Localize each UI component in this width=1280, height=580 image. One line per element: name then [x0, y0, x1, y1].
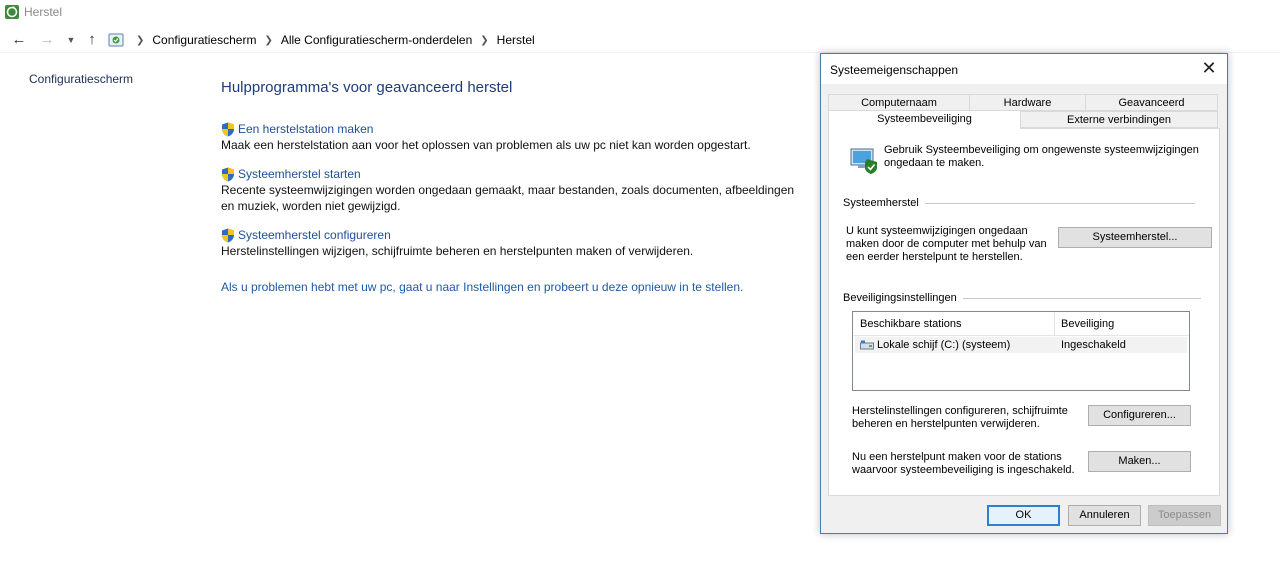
uac-shield-icon — [221, 228, 235, 243]
control-panel-home-link[interactable]: Configuratiescherm — [29, 72, 134, 86]
drive-icon — [860, 340, 874, 350]
breadcrumb-item-all-items[interactable]: Alle Configuratiescherm-onderdelen — [280, 33, 473, 47]
create-button[interactable]: Maken... — [1088, 451, 1191, 472]
tab-computer-name[interactable]: Computernaam — [828, 94, 970, 111]
column-header-protection[interactable]: Beveiliging — [1061, 318, 1115, 330]
list-header — [853, 312, 1189, 336]
forward-arrow-icon[interactable]: → — [39, 31, 55, 48]
configure-system-restore-link[interactable]: Systeemherstel configureren — [238, 228, 391, 242]
reset-pc-settings-link[interactable]: Als u problemen hebt met uw pc, gaat u naar Instellingen en probeert u deze opnieuw in te stellen. — [221, 280, 744, 294]
system-restore-text: U kunt systeemwijzigingen ongedaan maken door de computer met behulp van een eerder herstelpunt te herstellen. — [846, 225, 1047, 263]
tab-remote[interactable]: Externe verbindingen — [1020, 111, 1218, 128]
protection-status-cell: Ingeschakeld — [1061, 339, 1126, 351]
tab-system-protection[interactable]: Systeembeveiliging — [828, 110, 1021, 129]
create-recovery-drive-link[interactable]: Een herstelstation maken — [238, 122, 374, 136]
create-restore-point-text: Nu een herstelpunt maken voor de stations waarvoor systeembeveiliging is ingeschakeld. — [852, 451, 1075, 476]
system-restore-group-label: Systeemherstel — [843, 197, 925, 209]
drive-name-cell: Lokale schijf (C:) (systeem) — [877, 339, 1011, 351]
ok-button[interactable]: OK — [987, 505, 1060, 526]
recovery-app-icon — [4, 4, 20, 20]
page-title: Hulpprogramma's voor geavanceerd herstel — [221, 79, 513, 96]
apply-button[interactable]: Toepassen — [1148, 505, 1221, 526]
column-separator[interactable] — [1054, 312, 1055, 336]
task-description: Herstelinstellingen wijzigen, schijfruimte beheren en herstelpunten maken of verwijderen. — [221, 244, 694, 258]
dialog-titlebar[interactable] — [821, 54, 1227, 84]
dialog-title: Systeemeigenschappen — [830, 63, 959, 77]
window-title: Herstel — [24, 5, 63, 19]
system-protection-panel — [828, 128, 1220, 496]
breadcrumb-chevron-icon: ❯ — [136, 34, 145, 46]
system-properties-dialog — [820, 53, 1228, 534]
uac-shield-icon — [221, 167, 235, 182]
breadcrumb-chevron-icon[interactable]: ❯ — [480, 34, 489, 46]
system-restore-button[interactable]: Systeemherstel... — [1058, 227, 1212, 248]
navigation-bar — [0, 28, 1280, 52]
task-description: Maak een herstelstation aan voor het oplossen van problemen als uw pc niet kan worden opgestart. — [221, 138, 751, 152]
configure-button[interactable]: Configureren... — [1088, 405, 1191, 426]
breadcrumb — [128, 33, 535, 47]
protection-settings-group-label: Beveiligingsinstellingen — [843, 292, 963, 304]
back-arrow-icon[interactable]: ← — [11, 31, 27, 48]
close-icon[interactable]: ✕ — [1201, 58, 1217, 78]
window-titlebar — [0, 0, 1280, 26]
breadcrumb-chevron-icon[interactable]: ❯ — [264, 34, 273, 46]
task-description: Recente systeemwijzigingen worden ongedaan gemaakt, maar bestanden, zoals documenten, afbeeldingen en muziek, worden niet gewijzigd. — [221, 183, 795, 213]
control-panel-icon — [108, 32, 124, 48]
open-system-restore-link[interactable]: Systeemherstel starten — [238, 167, 361, 181]
address-bar[interactable] — [104, 28, 1280, 52]
tab-advanced[interactable]: Geavanceerd — [1085, 94, 1218, 111]
up-arrow-icon[interactable]: ↑ — [88, 31, 96, 48]
drives-list[interactable] — [852, 311, 1190, 391]
cancel-button[interactable]: Annuleren — [1068, 505, 1141, 526]
task-configure-system-restore — [221, 227, 801, 259]
configure-text: Herstelinstellingen configureren, schijfruimte beheren en herstelpunten verwijderen. — [852, 405, 1068, 430]
system-protection-icon — [847, 143, 879, 175]
breadcrumb-item-recovery[interactable]: Herstel — [496, 33, 535, 47]
task-create-recovery-drive — [221, 121, 801, 153]
tab-hardware[interactable]: Hardware — [969, 94, 1086, 111]
uac-shield-icon — [221, 122, 235, 137]
table-row[interactable] — [855, 337, 1187, 353]
breadcrumb-item-control-panel[interactable]: Configuratiescherm — [152, 33, 257, 47]
recent-locations-chevron-icon[interactable]: ▼ — [66, 35, 76, 45]
column-header-drives[interactable]: Beschikbare stations — [860, 318, 962, 330]
task-open-system-restore — [221, 166, 801, 214]
intro-text: Gebruik Systeembeveiliging om ongewenste systeemwijzigingen ongedaan te maken. — [884, 144, 1199, 169]
